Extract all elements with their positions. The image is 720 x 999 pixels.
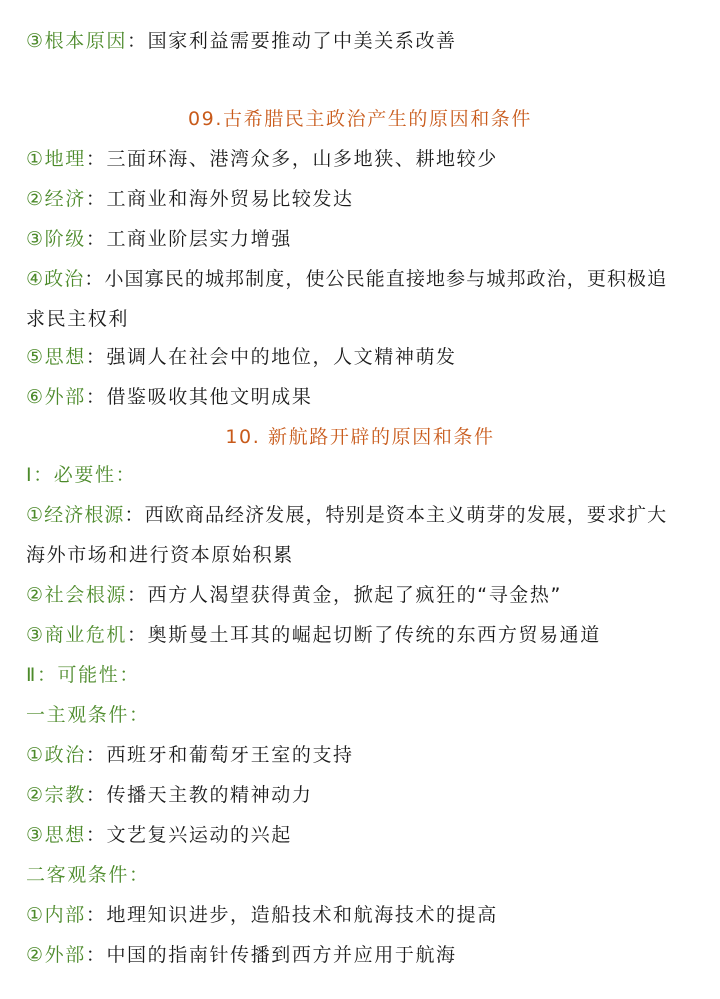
item-text: ：奥斯曼土耳其的崛起切断了传统的东西方贸易通道 — [127, 624, 601, 646]
item-label: ②社会根源 — [26, 584, 128, 606]
subheading: Ⅰ：必要性： — [26, 464, 137, 486]
item-text: ：西欧商品经济发展，特别是资本主义萌芽的发展，要求扩大 — [124, 504, 668, 526]
item-text: ：三面环海、港湾众多，山多地狭、耕地较少 — [85, 148, 498, 170]
item-label: ③商业危机 — [26, 624, 128, 646]
item-label: ⑤思想 — [26, 346, 86, 368]
list-item-continuation — [26, 542, 294, 568]
item-text: ：工商业和海外贸易比较发达 — [85, 188, 354, 210]
item-label: ②经济 — [26, 188, 86, 210]
list-item — [26, 622, 601, 648]
item-text: ：强调人在社会中的地位，人文精神萌发 — [85, 346, 457, 368]
subheading: 一主观条件： — [26, 704, 150, 726]
list-item — [26, 186, 354, 212]
item-label: ③阶级 — [26, 228, 86, 250]
list-item — [26, 28, 457, 54]
item-text: ：西方人渴望获得黄金，掀起了疯狂的“寻金热” — [127, 584, 562, 606]
item-text: ：传播天主教的精神动力 — [85, 784, 313, 806]
item-label: ①政治 — [26, 744, 86, 766]
list-item — [26, 582, 562, 608]
list-item — [26, 902, 498, 928]
list-item — [26, 782, 312, 808]
list-item — [26, 226, 292, 252]
item-label: ④政治 — [26, 268, 85, 290]
item-text: ：借鉴吸收其他文明成果 — [85, 386, 313, 408]
item-label: ①内部 — [26, 904, 86, 926]
item-label: ①地理 — [26, 148, 86, 170]
item-text: 求民主权利 — [26, 308, 130, 330]
item-label: ①经济根源 — [26, 504, 125, 526]
item-label: ③根本原因 — [26, 30, 128, 52]
item-text: 海外市场和进行资本原始积累 — [26, 544, 294, 566]
item-label: ②宗教 — [26, 784, 86, 806]
list-item — [26, 266, 667, 292]
item-label: ②外部 — [26, 944, 86, 966]
list-item — [26, 146, 498, 172]
item-text: ：小国寡民的城邦制度，使公民能直接地参与城邦政治，更积极追 — [84, 268, 668, 290]
item-text: ：西班牙和葡萄牙王室的支持 — [85, 744, 354, 766]
item-text: ：地理知识进步，造船技术和航海技术的提高 — [85, 904, 498, 926]
list-item-continuation — [26, 306, 129, 332]
item-text: ：工商业阶层实力增强 — [85, 228, 292, 250]
item-label: ⑥外部 — [26, 386, 86, 408]
item-text: ：文艺复兴运动的兴起 — [85, 824, 292, 846]
list-item — [26, 344, 457, 370]
list-item — [26, 502, 667, 528]
subheading: 二客观条件： — [26, 864, 150, 886]
subheading: Ⅱ：可能性： — [26, 664, 140, 686]
section-title: 09.古希腊民主政治产生的原因和条件 — [187, 108, 533, 130]
item-label: ③思想 — [26, 824, 86, 846]
list-item — [26, 822, 292, 848]
list-item — [26, 742, 354, 768]
item-text: ：国家利益需要推动了中美关系改善 — [127, 30, 457, 52]
list-item — [26, 384, 312, 410]
item-text: ：中国的指南针传播到西方并应用于航海 — [85, 944, 457, 966]
section-title: 10. 新航路开辟的原因和条件 — [225, 426, 495, 448]
list-item — [26, 942, 457, 968]
